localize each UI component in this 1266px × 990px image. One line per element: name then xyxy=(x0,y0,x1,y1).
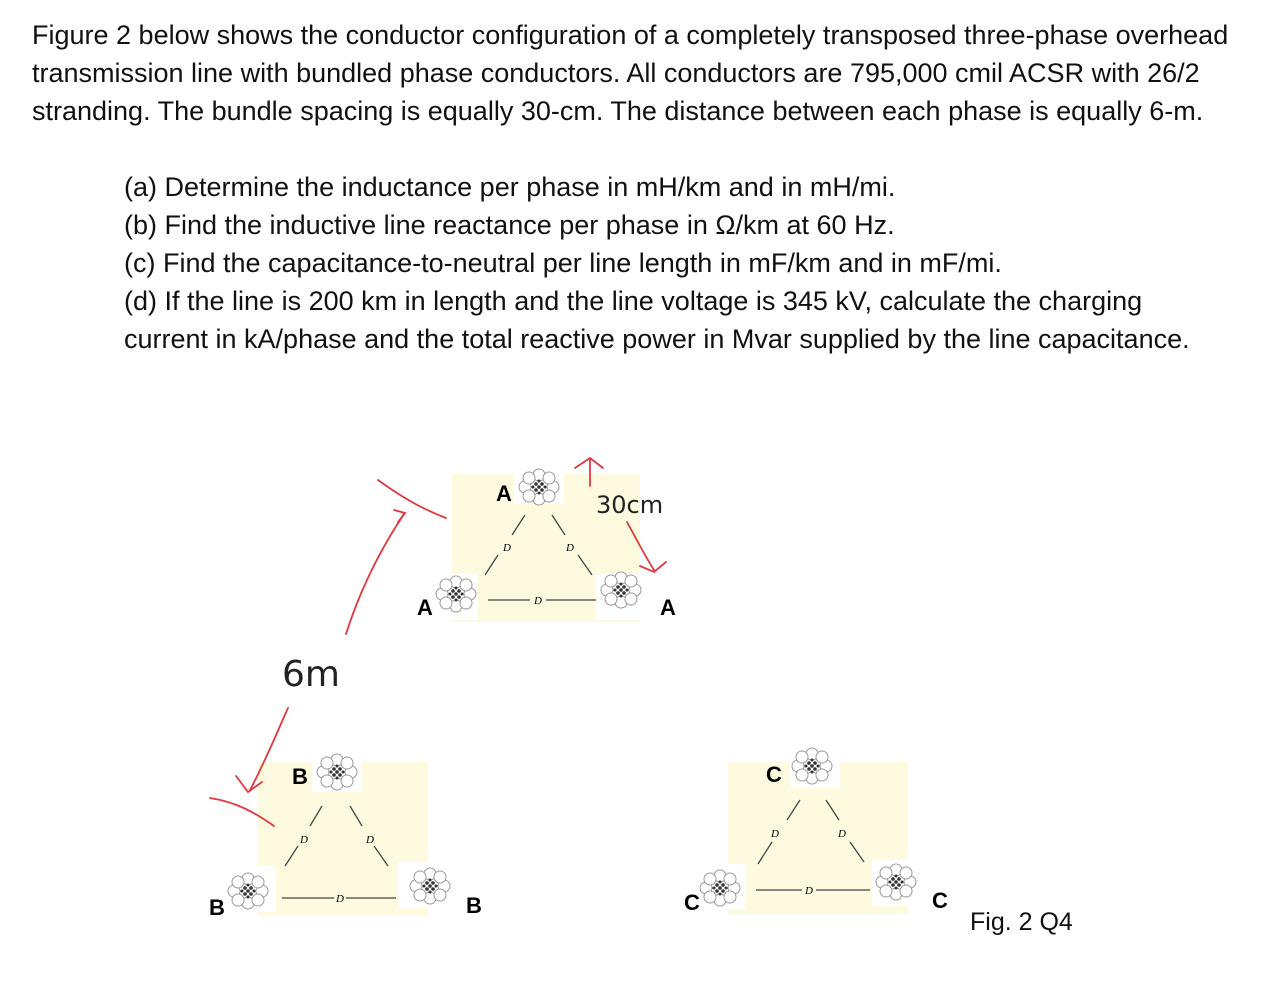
spacing-label: D xyxy=(300,834,308,846)
phase-label-b: B xyxy=(209,895,225,920)
arrowhead-icon xyxy=(394,510,405,522)
spacing-label: D xyxy=(805,885,813,897)
phase-label-c: C xyxy=(684,890,700,915)
item-c: (c) Find the capacitance-to-neutral per line length in mF/km and in mF/mi. xyxy=(124,248,1002,278)
item-d: (d) If the line is 200 km in length and the line voltage is 345 kV, calculate the charging current in kA/phase and the total reactive power in Mvar supplied by the line capacitance. xyxy=(124,286,1190,354)
spacing-label: D xyxy=(336,893,344,905)
phase-label-a: A xyxy=(496,481,512,506)
conductor-bundle-icon xyxy=(410,868,450,904)
phase-label-c: C xyxy=(932,888,948,913)
phase-bracket-stroke xyxy=(378,480,446,518)
item-a: (a) Determine the inductance per phase in mH/km and in mH/mi. xyxy=(124,172,896,202)
spacing-label: D xyxy=(534,595,542,607)
phase-label-c: C xyxy=(766,762,782,787)
conductor-bundle-icon xyxy=(519,469,559,505)
annotation-30cm: 30cm xyxy=(596,491,664,519)
spacing-label: D xyxy=(366,834,374,846)
arrowhead-icon xyxy=(575,458,603,468)
spacing-label: D xyxy=(838,828,846,840)
phase-label-b: B xyxy=(466,893,482,918)
phase-label-a: A xyxy=(660,595,676,620)
conductor-bundle-icon xyxy=(792,748,832,784)
annotation-6m: 6m xyxy=(282,654,340,695)
intro-text: Figure 2 below shows the conductor configuration of a completely transposed three-phase overhead transmission line with bundled phase conductors. All conductors are 795,000 cmil ACSR with 26/2 stranding. The bundle spacing is equally 30-cm. The distance between each phase is equally 6-m. xyxy=(32,20,1229,126)
phase-label-b: B xyxy=(292,764,308,789)
item-b: (b) Find the inductive line reactance per phase in Ω/km at 60 Hz. xyxy=(124,210,895,240)
conductor-bundle-icon xyxy=(700,870,740,906)
phase-label-a: A xyxy=(417,595,433,620)
spacing-label: D xyxy=(503,542,511,554)
spacing-label: D xyxy=(771,828,779,840)
conductor-bundle-icon xyxy=(317,754,357,790)
conductor-bundle-icon xyxy=(876,864,916,900)
conductor-bundle-icon xyxy=(436,576,476,612)
conductor-bundle-icon xyxy=(601,572,641,608)
phase-a-group xyxy=(417,464,676,622)
figure-caption: Fig. 2 Q4 xyxy=(970,908,1073,936)
spacing-label: D xyxy=(566,542,574,554)
phase-b-group xyxy=(209,750,482,920)
phase-c-group xyxy=(684,746,948,915)
conductor-bundle-icon xyxy=(228,873,268,909)
arrow-6m-up xyxy=(346,514,404,634)
